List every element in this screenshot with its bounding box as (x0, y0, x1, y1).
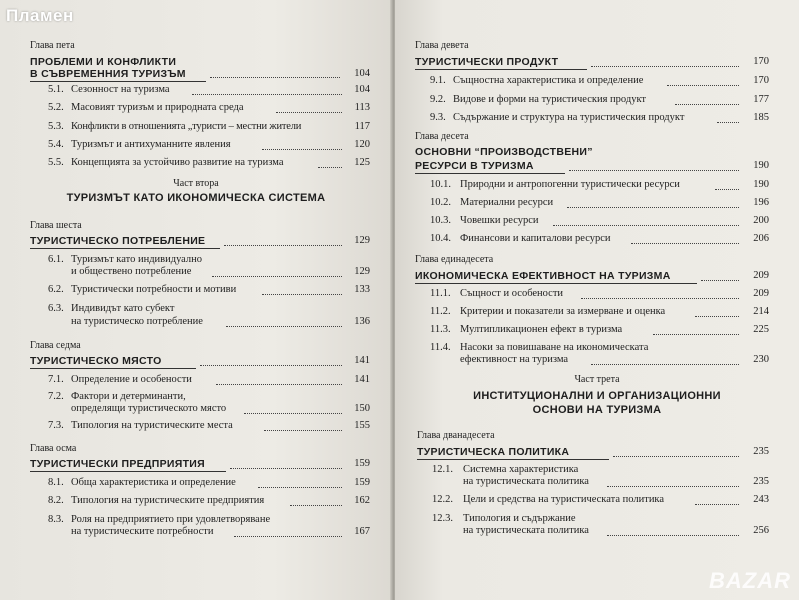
chapter-label: Глава осма (30, 443, 77, 454)
toc-item-text: Същностна характеристика и определение (453, 75, 644, 86)
dot-leader (290, 505, 342, 506)
chapter-title: ТУРИСТИЧЕСКО ПОТРЕБЛЕНИЕ (30, 235, 206, 247)
chapter-label: Глава дванадесета (417, 430, 495, 441)
page-number: 206 (753, 233, 769, 244)
chapter-title: ПРОБЛЕМИ И КОНФЛИКТИ (30, 56, 177, 68)
page-number: 256 (753, 525, 769, 536)
dot-leader (667, 85, 739, 86)
page-number: 177 (753, 94, 769, 105)
title-underline (30, 81, 206, 82)
dot-leader (553, 225, 739, 226)
toc-item-number: 5.5. (48, 157, 64, 168)
dot-leader (262, 294, 342, 295)
page-number: 113 (354, 102, 370, 113)
chapter-label: Глава десета (415, 131, 469, 142)
dot-leader (234, 536, 342, 537)
dot-leader (715, 189, 739, 190)
page-number: 190 (753, 179, 769, 190)
dot-leader (607, 486, 739, 487)
toc-item-text: на туристическите потребности (71, 526, 214, 537)
watermark-text: Пламен (6, 6, 74, 25)
toc-item-number: 9.2. (430, 94, 446, 105)
chapter-title: ТУРИСТИЧЕСКИ ПРОДУКТ (415, 56, 559, 68)
dot-leader (591, 364, 739, 365)
part-title: ОСНОВИ НА ТУРИЗМА (532, 404, 662, 416)
toc-item-text: Цели и средства на туристическата политика (463, 494, 665, 505)
toc-item-text: Типология на туристическите предприятия (71, 495, 265, 506)
page-number: 150 (354, 403, 370, 414)
toc-item-text: Мултипликационен ефект в туризма (460, 324, 623, 335)
toc-item-text: Системна характеристика (463, 464, 579, 475)
dot-leader (216, 384, 342, 385)
page-number: 141 (354, 374, 370, 385)
page-number: 185 (753, 112, 769, 123)
page-number: 159 (354, 477, 370, 488)
toc-item-text: Роля на предприятието при удовлетворяване (71, 514, 271, 525)
title-underline (415, 69, 587, 70)
toc-item-text: ефективност на туризма (460, 354, 569, 365)
dot-leader (264, 430, 342, 431)
toc-item-text: Насоки за повишаване на икономическата (460, 342, 649, 353)
page-number: 209 (753, 288, 769, 299)
page-number: 170 (753, 56, 769, 67)
toc-item-number: 11.1. (430, 288, 451, 299)
toc-item-text: на туристическата политика (463, 476, 589, 487)
chapter-title: ИКОНОМИЧЕСКА ЕФЕКТИВНОСТ НА ТУРИЗМА (415, 270, 671, 282)
toc-item-number: 11.2. (430, 306, 451, 317)
toc-item-number: 10.3. (430, 215, 451, 226)
part-label: Част трета (574, 374, 620, 385)
toc-item-text: Материални ресурси (460, 197, 554, 208)
toc-item-number: 7.3. (48, 420, 64, 431)
page-number: 196 (753, 197, 769, 208)
toc-item-text: Човешки ресурси (460, 215, 539, 226)
chapter-title: В СЪВРЕМЕННИЯ ТУРИЗЪМ (30, 68, 186, 80)
toc-item-number: 11.3. (430, 324, 451, 335)
toc-item-number: 8.1. (48, 477, 64, 488)
toc-item-text: Туризмът и антихуманните явления (71, 139, 231, 150)
toc-item-text: Туристически потребности и мотиви (71, 284, 237, 295)
dot-leader (276, 112, 342, 113)
dot-leader (631, 243, 739, 244)
toc-item-text: Определение и особености (71, 374, 192, 385)
toc-item-text: Масовият туризъм и природната среда (71, 102, 244, 113)
toc-item-number: 6.2. (48, 284, 64, 295)
page-number: 125 (354, 157, 370, 168)
page-number: 104 (354, 68, 370, 79)
page-number: 104 (354, 84, 370, 95)
toc-item-text: Конфликти в отношенията „туристи – местни жители (71, 121, 302, 132)
toc-item-text: Концепцията за устойчиво развитие на туризма (71, 157, 284, 168)
page-number: 120 (354, 139, 370, 150)
dot-leader (258, 487, 342, 488)
toc-item-text: на туристическо потребление (71, 316, 203, 327)
page-number: 159 (354, 458, 370, 469)
toc-item-number: 5.2. (48, 102, 64, 113)
toc-item-number: 10.1. (430, 179, 451, 190)
page-number: 141 (354, 355, 370, 366)
dot-leader (591, 66, 739, 67)
title-underline (30, 368, 196, 369)
chapter-title: ОСНОВНИ “ПРОИЗВОДСТВЕНИ” (415, 146, 593, 158)
toc-item-number: 10.2. (430, 197, 451, 208)
toc-item-number: 8.2. (48, 495, 64, 506)
chapter-label: Глава девета (415, 40, 469, 51)
chapter-label: Глава шеста (30, 220, 82, 231)
chapter-label: Глава пета (30, 40, 75, 51)
dot-leader (244, 413, 342, 414)
page-number: 235 (753, 446, 769, 457)
page-number: 136 (354, 316, 370, 327)
toc-item-text: Типология на туристическите места (71, 420, 233, 431)
toc-item-number: 8.3. (48, 514, 64, 525)
dot-leader (224, 245, 342, 246)
dot-leader (569, 170, 739, 171)
part-label: Част втора (173, 178, 219, 189)
page-number: 214 (753, 306, 769, 317)
dot-leader (210, 77, 340, 78)
page-number: 129 (354, 235, 370, 246)
chapter-title: ТУРИСТИЧЕСКИ ПРЕДПРИЯТИЯ (30, 458, 205, 470)
page-number: 190 (753, 160, 769, 171)
toc-item-number: 9.3. (430, 112, 446, 123)
toc-item-text: Финансови и капиталови ресурси (460, 233, 611, 244)
toc-item-number: 6.1. (48, 254, 64, 265)
page-number: 235 (753, 476, 769, 487)
toc-item-number: 7.2. (48, 391, 64, 402)
toc-item-text: Обща характеристика и определение (71, 477, 236, 488)
toc-item-text: Същност и особености (460, 288, 564, 299)
dot-leader (200, 365, 342, 366)
dot-leader (695, 504, 739, 505)
page-number: 170 (753, 75, 769, 86)
page-number: 117 (354, 121, 370, 132)
page-number: 225 (753, 324, 769, 335)
toc-item-number: 7.1. (48, 374, 64, 385)
toc-item-text: определящи туристическото място (71, 403, 227, 414)
page-number: 230 (753, 354, 769, 365)
toc-item-text: и обществено потребление (71, 266, 192, 277)
chapter-title: РЕСУРСИ В ТУРИЗМА (415, 160, 534, 172)
dot-leader (607, 535, 739, 536)
toc-item-text: Видове и форми на туристическия продукт (453, 94, 647, 105)
chapter-title: ТУРИСТИЧЕСКА ПОЛИТИКА (417, 446, 570, 458)
toc-item-number: 9.1. (430, 75, 446, 86)
dot-leader (226, 326, 342, 327)
toc-item-number: 11.4. (430, 342, 451, 353)
dot-leader (262, 149, 342, 150)
toc-item-text: на туристическата политика (463, 525, 589, 536)
toc-item-text: Критерии и показатели за измерване и оценка (460, 306, 666, 317)
page-number: 243 (753, 494, 769, 505)
title-underline (30, 248, 220, 249)
dot-leader (653, 334, 739, 335)
toc-item-text: Съдържание и структура на туристическия продукт (453, 112, 685, 123)
toc-item-number: 10.4. (430, 233, 451, 244)
dot-leader (581, 298, 739, 299)
toc-item-text: Сезонност на туризма (71, 84, 170, 95)
toc-item-number: 12.2. (432, 494, 453, 505)
page-number: 155 (354, 420, 370, 431)
right-page (395, 0, 799, 600)
toc-item-text: Индивидът като субект (71, 303, 175, 314)
dot-leader (613, 456, 739, 457)
page-number: 167 (354, 526, 370, 537)
chapter-title: ТУРИСТИЧЕСКО МЯСТО (30, 355, 162, 367)
part-title: ИНСТИТУЦИОНАЛНИ И ОРГАНИЗАЦИОННИ (473, 390, 721, 402)
dot-leader (212, 276, 342, 277)
toc-item-text: Фактори и детерминанти, (71, 391, 186, 402)
page-number: 200 (753, 215, 769, 226)
dot-leader (192, 94, 342, 95)
dot-leader (230, 468, 342, 469)
left-page (0, 0, 392, 600)
toc-item-number: 5.1. (48, 84, 64, 95)
page-number: 209 (753, 270, 769, 281)
toc-item-number: 12.3. (432, 513, 453, 524)
chapter-label: Глава единадесета (415, 254, 494, 265)
dot-leader (717, 122, 739, 123)
chapter-label: Глава седма (30, 340, 81, 351)
dot-leader (567, 207, 739, 208)
page-number: 133 (354, 284, 370, 295)
dot-leader (675, 104, 739, 105)
title-underline (417, 459, 609, 460)
toc-item-text: Типология и съдържание (463, 513, 576, 524)
toc-item-text: Природни и антропогенни туристически ресурси (460, 179, 680, 190)
toc-item-number: 12.1. (432, 464, 453, 475)
title-underline (415, 283, 697, 284)
toc-item-number: 6.3. (48, 303, 64, 314)
part-title: ТУРИЗМЪТ КАТО ИКОНОМИЧЕСКА СИСТЕМА (66, 192, 326, 204)
dot-leader (318, 167, 342, 168)
dot-leader (695, 316, 739, 317)
dot-leader (701, 280, 739, 281)
page-number: 162 (354, 495, 370, 506)
page-number: 129 (354, 266, 370, 277)
toc-item-number: 5.4. (48, 139, 64, 150)
title-underline (415, 173, 565, 174)
toc-item-text: Туризмът като индивидуално (71, 254, 203, 265)
logo-mark: BAZAR (709, 568, 791, 593)
title-underline (30, 471, 226, 472)
toc-item-number: 5.3. (48, 121, 64, 132)
